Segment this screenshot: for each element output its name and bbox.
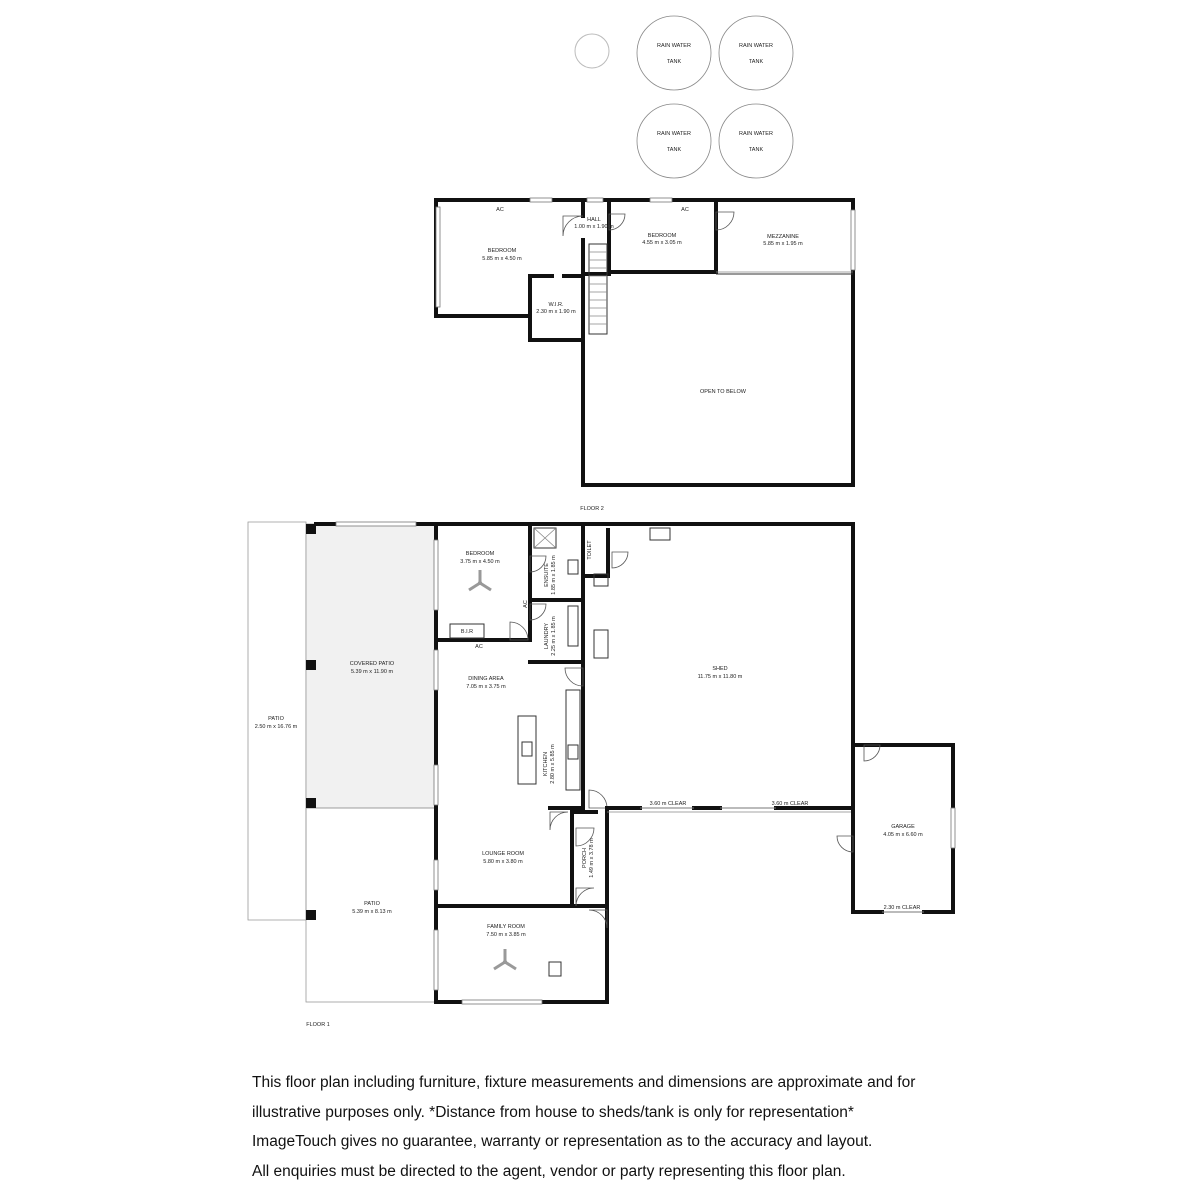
wir-name: W.I.R. [548, 302, 564, 308]
tank-4-label-line2: TANK [748, 147, 764, 153]
post [306, 798, 316, 808]
disclaimer-line-2: illustrative purposes only. *Distance from house to sheds/tank is only for representation* [252, 1103, 854, 1121]
covered-patio-name: COVERED PATIO [349, 661, 395, 667]
shed-clear-1: 3.60 m CLEAR [649, 801, 687, 807]
kitchen-dims: 2.80 m x 5.85 m [550, 744, 556, 784]
open-to-below-label: OPEN TO BELOW [700, 389, 746, 395]
tank-1-label-line2: TANK [666, 59, 682, 65]
small-tank [575, 34, 609, 68]
patio-name: PATIO [364, 901, 380, 907]
window [434, 930, 438, 990]
family-name: FAMILY ROOM [487, 924, 525, 930]
disclaimer [252, 1068, 972, 1186]
disclaimer-line-1: This floor plan including furniture, fixture measurements and dimensions are approximate and for [252, 1074, 916, 1091]
garage-clear: 2.30 m CLEAR [883, 905, 921, 911]
door-swing [510, 622, 528, 640]
bedroom-main-dims: 5.85 m x 4.50 m [482, 256, 522, 262]
patio-dims: 5.39 m x 8.13 m [352, 909, 392, 915]
rain-water-tank-3 [637, 104, 711, 178]
door-swing [589, 910, 607, 928]
kitchen-island [518, 716, 536, 784]
window [587, 198, 603, 202]
window [434, 860, 438, 890]
garage-wall [853, 745, 882, 912]
laundry-dims: 2.25 m x 1.85 m [551, 616, 557, 656]
floor-1 [248, 522, 955, 1028]
door-swing [589, 790, 607, 808]
window [434, 650, 438, 690]
side-patio-name: PATIO [268, 716, 284, 722]
rain-water-tank-4 [719, 104, 793, 178]
tank-1-label-line1: RAIN WATER [657, 43, 691, 49]
tank-2-label-line1: RAIN WATER [739, 43, 773, 49]
tank-4-label-line1: RAIN WATER [739, 131, 773, 137]
vanity [568, 560, 578, 574]
floor-2 [436, 198, 855, 512]
tank-3-label-line1: RAIN WATER [657, 131, 691, 137]
side-patio-dims: 2.50 m x 16.76 m [254, 724, 298, 730]
window [951, 808, 955, 848]
shed-name: SHED [712, 666, 728, 672]
door-swing [864, 745, 880, 761]
shed-dims: 11.75 m x 11.80 m [697, 674, 743, 680]
door-swing [716, 212, 734, 230]
hall-name: HALL [587, 217, 601, 223]
shed-bench [650, 528, 670, 540]
disclaimer-line-4: All enquiries must be directed to the agent, vendor or party representing this floor plan. [252, 1162, 846, 1180]
bedroom-dims: 3.75 m x 4.50 m [460, 559, 500, 565]
floor-2-label: FLOOR 2 [580, 506, 604, 512]
shed-wall [607, 808, 640, 906]
garage-dims: 4.05 m x 6.60 m [883, 832, 923, 838]
family-sink [549, 962, 561, 976]
ac-label: AC [523, 600, 529, 608]
rain-tanks [575, 16, 793, 178]
shed-clear-2: 3.60 m CLEAR [771, 801, 809, 807]
window [530, 198, 552, 202]
door-swing [550, 812, 568, 830]
kitchen-bench [566, 690, 580, 790]
door-swing [612, 552, 628, 568]
window [436, 207, 440, 307]
laundry-name: LAUNDRY [544, 622, 550, 650]
rain-water-tank-2 [719, 16, 793, 90]
bedroom-main-name: BEDROOM [487, 248, 517, 254]
staircase [589, 244, 607, 334]
tank-2-label-line2: TANK [748, 59, 764, 65]
window [650, 198, 672, 202]
disclaimer-line-3: ImageTouch gives no guarantee, warranty or representation as to the accuracy and layout. [252, 1133, 873, 1150]
toilet-label: TOILET [587, 540, 593, 560]
ceiling-fan-icon [469, 570, 491, 590]
post [306, 910, 316, 920]
door-swing [837, 836, 853, 852]
lounge-dims: 5.80 m x 3.80 m [483, 859, 523, 865]
window [462, 1000, 542, 1004]
ceiling-fan-icon [494, 949, 516, 969]
bedroom-2-name: BEDROOM [647, 233, 677, 239]
rain-water-tank-1 [637, 16, 711, 90]
ac-label: AC [475, 644, 483, 650]
house-wall [436, 524, 583, 808]
ensuite-name: ENSUITE [544, 563, 550, 587]
lounge-name: LOUNGE ROOM [482, 851, 524, 857]
wir-dims: 2.30 m x 1.90 m [536, 309, 576, 315]
window [851, 210, 855, 270]
family-dims: 7.50 m x 3.85 m [486, 932, 526, 938]
window [434, 765, 438, 805]
porch-dims: 1.49 m x 3.78 m [589, 838, 595, 878]
cooktop [568, 745, 578, 759]
ac-label: AC [681, 207, 689, 213]
laundry-bench [568, 606, 578, 646]
dining-dims: 7.05 m x 3.75 m [466, 684, 506, 690]
bir-label: B.I.R [460, 629, 474, 635]
floor-1-label: FLOOR 1 [306, 1022, 330, 1028]
hall-dims: 1.00 m x 1.90 m [574, 224, 614, 230]
kitchen-name: KITCHEN [543, 751, 549, 777]
door-swing [565, 668, 583, 686]
garage-name: GARAGE [891, 824, 915, 830]
mezzanine-name: MEZZANINE [767, 234, 799, 240]
tank-3-label-line2: TANK [666, 147, 682, 153]
bedroom-name: BEDROOM [465, 551, 495, 557]
covered-patio-dims: 5.39 m x 11.90 m [350, 669, 394, 675]
post [306, 660, 316, 670]
bedroom-2-dims: 4.55 m x 3.05 m [642, 240, 682, 246]
shed-box [594, 630, 608, 658]
ac-label: AC [496, 207, 504, 213]
dining-name: DINING AREA [468, 676, 504, 682]
window [434, 540, 438, 610]
mezzanine-dims: 5.85 m x 1.95 m [763, 241, 803, 247]
window [336, 522, 416, 526]
door-swing [530, 604, 546, 620]
ensuite-dims: 1.85 m x 1.85 m [551, 555, 557, 595]
door-swing [576, 888, 594, 906]
porch-name: PORCH [582, 848, 588, 868]
sink [522, 742, 532, 756]
